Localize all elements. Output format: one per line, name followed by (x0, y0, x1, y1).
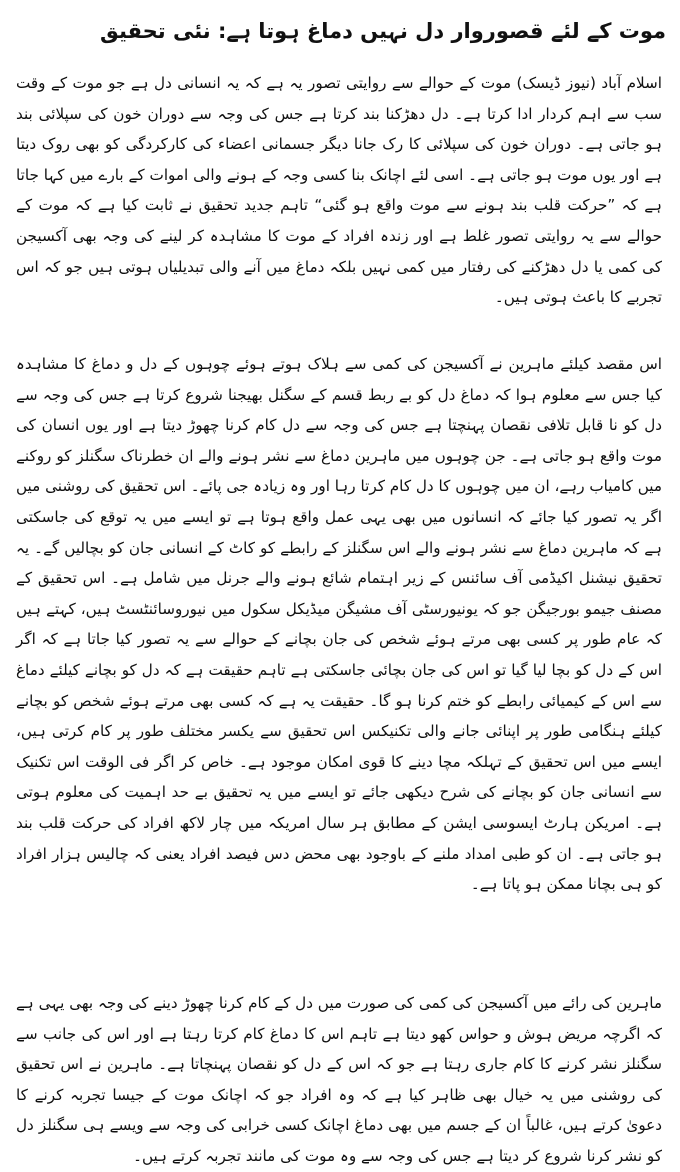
article-paragraph-3: ماہرین کی رائے میں آکسیجن کی کمی کی صورت میں دل کے کام کرنا چھوڑ دینے کی وجہ بھی یہی ہے کہ اگرچہ مریض ہوش و حواس کھو دیتا ہے تاہم اس کا دماغ کام کرتا رہتا ہے اور اس کی جانب سے سگنلز نشر کرنے کا کام جاری رہتا ہے جو کہ اس کے دل کو نقصان پہنچاتا ہے۔ ماہرین نے اس تحقیق کی روشنی میں یہ خیال بھی ظاہر کیا ہے کہ وہ افراد جو کہ اچانک موت کے جیسا تجربہ کرنے کا دعویٰ کرتے ہیں، غالباً ان کے جسم میں بھی دماغ اچانک کسی خرابی کی وجہ سے ویسے ہی سگنلز دل کو نشر کرنا شروع کر دیتا ہے جس کی وجہ سے وہ موت کی مانند تجربہ کرتے ہیں۔ (16, 994, 662, 1165)
article-headline: موت کے لئے قصوروار دل نہیں دماغ ہوتا ہے: نئی تحقیق (100, 19, 666, 43)
article-paragraph-2: اس مقصد کیلئے ماہرین نے آکسیجن کی کمی سے ہلاک ہوتے ہوئے چوہوں کے دل و دماغ کا مشاہدہ کیا جس سے معلوم ہوا کہ دماغ دل کو بے ربط قسم کے سگنل بھیجنا شروع کرتا ہے جس کی وجہ سے دل کو نا قابل تلافی نقصان پہنچتا ہے جس کی وجہ سے دل کام کرنا چھوڑ دیتا ہے اور یوں انسان کی موت واقع ہو جاتی ہے۔ جن چوہوں میں ماہرین دماغ سے نشر ہونے والے ان خطرناک سگنلز کو روکنے میں کامیاب رہے، ان میں چوہوں کا دل کام کرتا رہا اور وہ زیادہ جی پائے۔ اس تحقیق کی روشنی میں اگر یہ تصور کیا جائے کہ انسانوں میں بھی یہی عمل واقع ہوتا ہے تو ایسے میں یہ توقع کی جاسکتی ہے کہ ماہرین دماغ سے نشر ہونے والے اس سگنلز کے رابطے کو کاٹ کے انسانی جان کو بچالیں گے۔ یہ تحقیق نیشنل اکیڈمی آف سائنس کے زیر اہتمام شائع ہونے والے جرنل میں شامل ہے۔ اس تحقیق کے مصنف جیمو بورجیگن جو کہ یونیورسٹی آف مشیگن میڈیکل سکول میں نیوروسائنٹسٹ ہیں، کہتے ہیں کہ عام طور پر کسی بھی مرتے ہوئے شخص کی جان بچانے کے حوالے سے یہ تصور کیا جاتا ہے کہ اگر اس کے دل کو بچا لیا گیا تو اس کی جان بچائی جاسکتی ہے تاہم حقیقت ہے کہ دل کو بچانے کیلئے دماغ سے اس کے کیمیائی رابطے کو ختم کرنا ہو گا۔ حقیقت یہ ہے کہ کسی بھی مرتے ہوئے شخص کو بچانے کیلئے ہنگامی طور پر اپنائی جانے والی تکنیکس اس تحقیق سے یکسر مختلف طور پر کام کرتی ہیں، ایسے میں اس تحقیق کے تہلکہ مچا دینے کا قوی امکان موجود ہے۔ خاص کر اگر فی الوقت اس تکنیک سے انسانی جان کو بچانے کی شرح دیکھی جائے تو ایسے میں یہ تحقیق بے حد اہمیت کی معلوم ہوتی ہے۔ امریکن ہارٹ ایسوسی ایشن کے مطابق ہر سال امریکہ میں چار لاکھ افراد کی حرکت قلب بند ہو جاتی ہے۔ ان کو طبی امداد ملنے کے باوجود بھی محض دس فیصد افراد یعنی کہ چالیس ہزار افراد کو ہی بچانا ممکن ہو پاتا ہے۔ (16, 355, 663, 894)
article-paragraph-1: اسلام آباد (نیوز ڈیسک) موت کے حوالے سے روایتی تصور یہ ہے کہ یہ انسانی دل ہے جو موت کے وقت سب سے اہم کردار ادا کرتا ہے۔ دل دھڑکنا بند کرتا ہے جس کی وجہ سے دوران خون کی سپلائی بند ہو جاتی ہے۔ دوران خون کی سپلائی کا رک جانا دیگر جسمانی اعضاء کی کارکردگی کو بھی روک دیتا ہے اور یوں موت ہو جاتی ہے۔ اسی لئے اچانک بنا کسی وجہ کے ہونے والی اموات کے بارے میں کہا جاتا ہے کہ ”حرکت قلب بند ہونے سے موت واقع ہو گئی“ تاہم جدید تحقیق نے ثابت کیا ہے کہ موت کے حوالے سے یہ روایتی تصور غلط ہے اور زندہ افراد کے موت کا مشاہدہ کر لینے کی وجہ بھی آکسیجن کی کمی یا دل دھڑکنے کی رفتار میں کمی نہیں بلکہ دماغ میں آنے والی تبدیلیاں ہوتی ہیں جو کہ اس تجربے کا باعث ہوتی ہیں۔ (16, 74, 662, 307)
